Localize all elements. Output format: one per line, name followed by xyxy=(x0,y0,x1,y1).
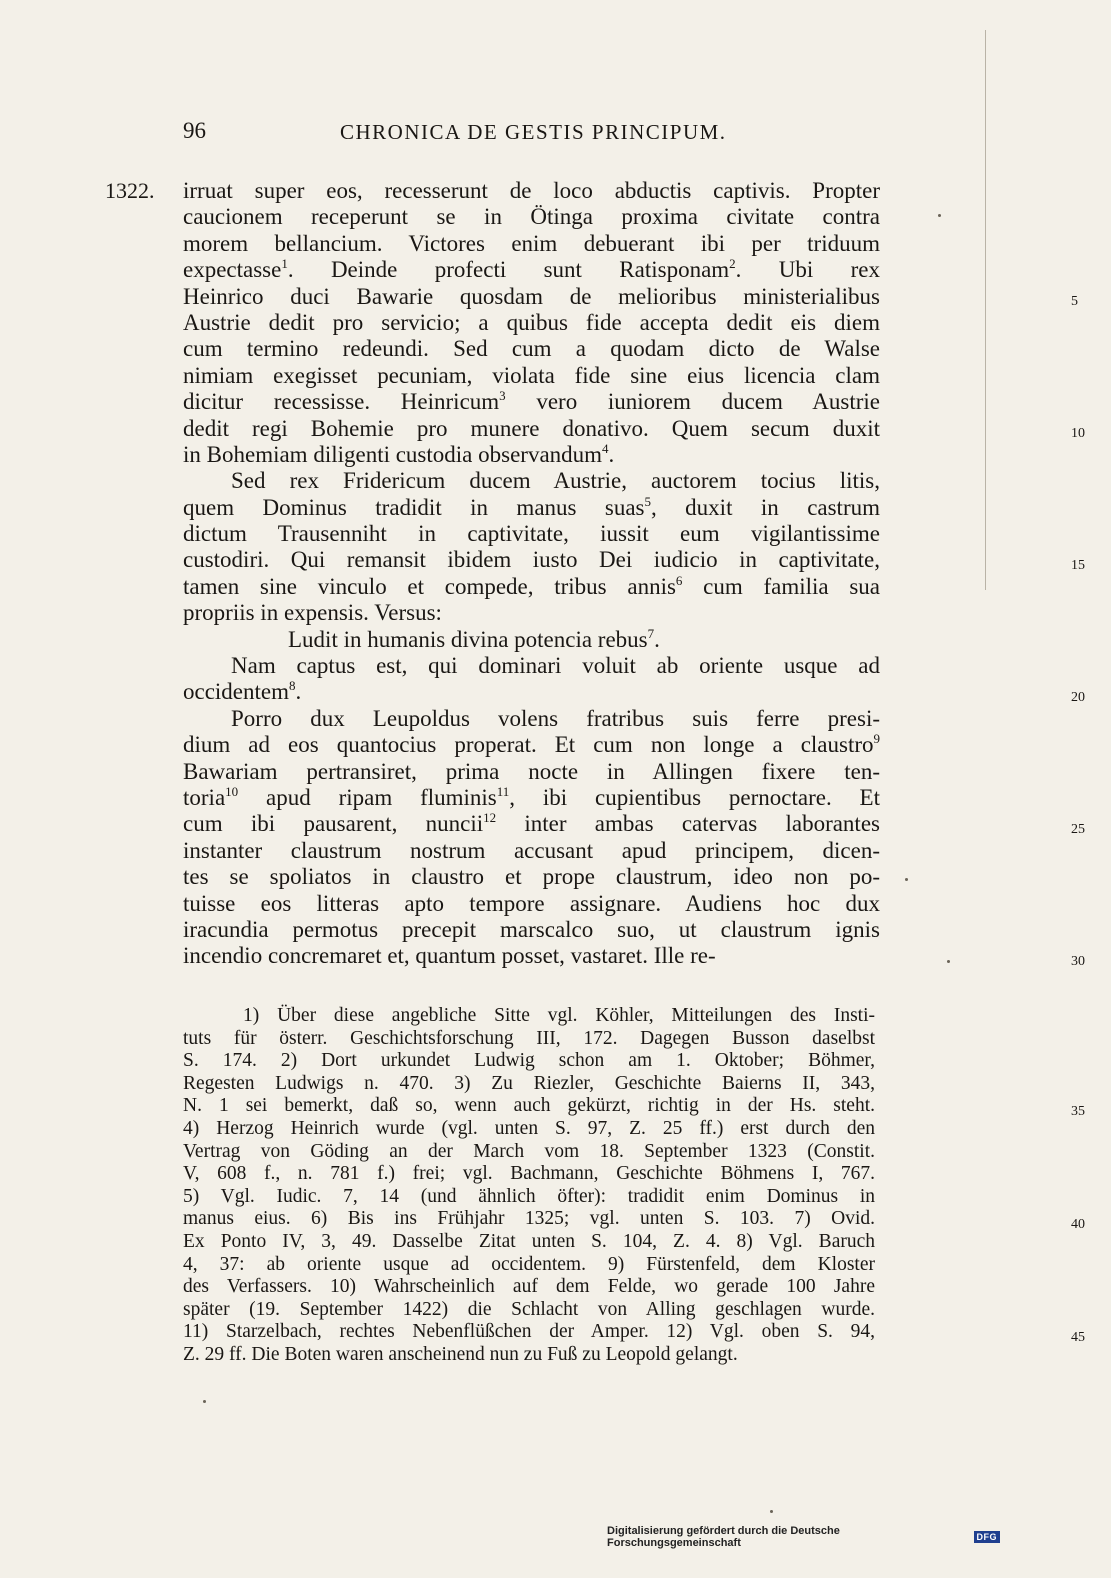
body-line: tuisse eos litteras apto tempore assignare. Audiens hoc dux xyxy=(183,890,880,916)
footnote-line: 4) Herzog Heinrich wurde (vgl. unten S. 97, Z. 25 ff.) erst durch den xyxy=(183,1117,875,1139)
footnote-line: später (19. September 1422) die Schlacht von Alling geschlagen wurde. xyxy=(183,1298,875,1320)
line-number: 40 xyxy=(1071,1217,1085,1233)
line-numbers xyxy=(1071,178,1111,1578)
line-number: 45 xyxy=(1071,1330,1085,1346)
page-edge-line xyxy=(985,30,986,590)
body-line: custodiri. Qui remansit ibidem iusto Dei iudicio in captivitate, xyxy=(183,547,880,573)
footnote-line: Regesten Ludwigs n. 470. 3) Zu Riezler, Geschichte Baierns II, 343, xyxy=(183,1072,875,1094)
footnote-marker: 6 xyxy=(675,572,683,588)
footer-credit xyxy=(607,1525,1000,1549)
body-line: Nam captus est, qui dominari voluit ab oriente usque ad xyxy=(231,653,880,679)
footnote-line: S. 174. 2) Dort urkundet Ludwig schon am 1. Oktober; Böhmer, xyxy=(183,1050,875,1072)
footnote-marker: 9 xyxy=(873,731,880,747)
footnote-marker: 11 xyxy=(496,783,510,799)
dfg-logo: DFG xyxy=(974,1531,1001,1543)
body-line: Porro dux Leupoldus volens fratribus suis ferre presi- xyxy=(231,705,880,731)
footnote-line: 1) Über diese angebliche Sitte vgl. Köhler, Mitteilungen des Insti- xyxy=(243,1005,875,1026)
footnote-marker: 7 xyxy=(647,625,655,641)
body-line: Heinrico duci Bawarie quosdam de melioribus ministerialibus xyxy=(183,283,880,309)
body-line: iracundia permotus precepit marscalco suo, ut claustrum ignis xyxy=(183,916,880,942)
body-line: Ludit in humanis divina potencia rebus$^7$. xyxy=(288,625,660,652)
page-number: 96 xyxy=(183,118,206,143)
footnote-line: Ex Ponto IV, 3, 49. Dasselbe Zitat unten S. 104, Z. 4. 8) Vgl. Baruch xyxy=(183,1230,875,1252)
footnote-line: N. 1 sei bemerkt, daß so, wenn auch gekürzt, richtig in der Hs. steht. xyxy=(183,1095,875,1117)
body-line: irruat super eos, recesserunt de loco abductis captivis. Propter xyxy=(183,178,880,203)
body-line: morem bellancium. Victores enim debuerant ibi per triduum xyxy=(183,230,880,256)
line-number: 10 xyxy=(1071,425,1085,441)
line-number: 20 xyxy=(1071,689,1085,705)
body-line: Austrie dedit pro servicio; a quibus fide accepta dedit eis diem xyxy=(183,309,880,335)
footnote-marker: 5 xyxy=(644,493,652,509)
footnote-marker: 1 xyxy=(281,256,288,272)
body-line: instanter claustrum nostrum accusant apud principem, dicen- xyxy=(183,837,880,863)
body-line: in Bohemiam diligenti custodia observandum$^4$. xyxy=(183,440,615,467)
body-line: Bawariam pertransiret, prima nocte in Allingen fixere ten- xyxy=(183,758,880,784)
footnotes xyxy=(183,1005,875,1367)
body-line: propriis in expensis. Versus: xyxy=(183,600,442,626)
line-number: 35 xyxy=(1071,1104,1085,1120)
body-line: expectasse$^1$. Deinde profecti sunt Ratisponam$^2$. Ubi rex xyxy=(183,256,880,283)
footnote-line: Z. 29 ff. Die Boten waren anscheinend nun zu Fuß zu Leopold gelangt. xyxy=(183,1343,738,1365)
footnote-marker: 3 xyxy=(499,388,506,404)
body-line: dedit regi Bohemie pro munere donativo. Quem secum duxit xyxy=(183,415,880,441)
footnote-line: des Verfassers. 10) Wahrscheinlich auf dem Felde, wo gerade 100 Jahre xyxy=(183,1276,875,1298)
body-line: occidentem$^8$. xyxy=(183,678,302,705)
footnote-marker: 12 xyxy=(483,810,497,826)
body-line: caucionem receperunt se in Ötinga proxima civitate contra xyxy=(183,204,880,230)
footnote-line: 4, 37: ab oriente usque ad occidentem. 9) Fürstenfeld, dem Kloster xyxy=(183,1253,875,1275)
body-line: tamen sine vinculo et compede, tribus annis$^6$ cum familia sua xyxy=(183,572,880,599)
body-line: nimiam exegisset pecuniam, violata fide sine eius licencia clam xyxy=(183,362,880,388)
page-header xyxy=(0,118,1000,148)
footnote-marker: 4 xyxy=(602,440,609,456)
body-line: dium ad eos quantocius properat. Et cum non longe a claustro$^9$ xyxy=(183,731,880,758)
year-marker: 1322. xyxy=(105,178,155,203)
footnote-line: manus eius. 6) Bis ins Frühjahr 1325; vgl. unten S. 103. 7) Ovid. xyxy=(183,1208,875,1230)
footnote-line: V, 608 f., n. 781 f.) frei; vgl. Bachmann, Geschichte Böhmens I, 767. xyxy=(183,1163,875,1185)
body-line: cum termino redeundi. Sed cum a quodam dicto de Walse xyxy=(183,336,880,362)
line-number: 25 xyxy=(1071,821,1085,837)
footer-text: Digitalisierung gefördert durch die Deutsche Forschungsgemeinschaft xyxy=(607,1525,840,1549)
body-line: Sed rex Fridericum ducem Austrie, auctorem tocius litis, xyxy=(231,468,880,494)
line-number: 5 xyxy=(1071,293,1078,309)
footnote-line: Vertrag von Göding an der March vom 18. September 1323 (Constit. xyxy=(183,1140,875,1162)
body-line: toria$^{10}$ apud ripam fluminis$^{11}$, ibi cupientibus pernoctare. Et xyxy=(183,783,880,810)
footnote-line: 11) Starzelbach, rechtes Nebenflüßchen der Amper. 12) Vgl. oben S. 94, xyxy=(183,1321,875,1343)
footnote-marker: 2 xyxy=(729,256,736,272)
body-line: dictum Trausenniht in captivitate, iussit eum vigilantissime xyxy=(183,521,880,547)
body-line: quem Dominus tradidit in manus suas$^5$, duxit in castrum xyxy=(183,493,880,520)
body-line: tes se spoliatos in claustro et prope claustrum, ideo non po- xyxy=(183,864,880,890)
body-line: cum ibi pausarent, nuncii$^{12}$ inter ambas catervas laborantes xyxy=(183,810,880,837)
body-line: incendio concremaret et, quantum posset, vastaret. Ille re- xyxy=(183,943,716,969)
footnote-marker: 10 xyxy=(225,783,239,799)
line-number: 30 xyxy=(1071,953,1085,969)
footnote-line: tuts für österr. Geschichtsforschung III, 172. Dagegen Busson daselbst xyxy=(183,1027,875,1049)
footnote-marker: 8 xyxy=(289,678,296,694)
line-number: 15 xyxy=(1071,557,1085,573)
body-line: dicitur recessisse. Heinricum$^3$ vero iuniorem ducem Austrie xyxy=(183,388,880,415)
footnote-line: 5) Vgl. Iudic. 7, 14 (und ähnlich öfter): tradidit enim Dominus in xyxy=(183,1185,875,1207)
running-head: CHRONICA DE GESTIS PRINCIPUM. xyxy=(340,120,727,144)
